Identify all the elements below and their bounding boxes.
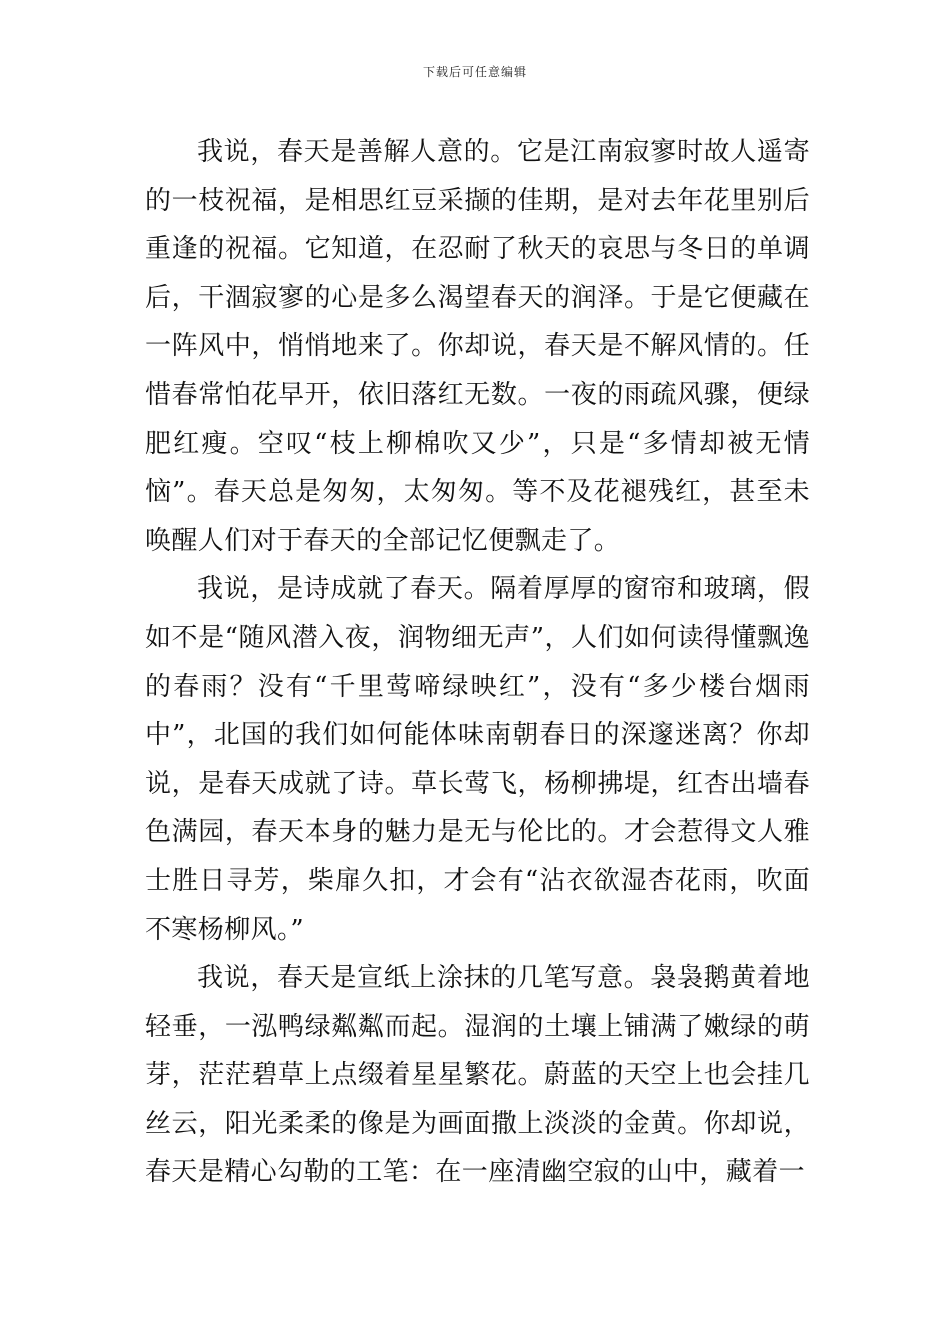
paragraph: 我说，春天是善解人意的。它是江南寂寥时故人遥寄的一枝祝福，是相思红豆采撷的佳期，是对去年花里别后重逢的祝福。它知道，在忍耐了秋天的哀思与冬日的单调后，干涸寂寥的心是多么渴望春天的润泽。于是它便藏在一阵风中，悄悄地来了。你却说，春天是不解风情的。任惜春常怕花早开，依旧落红无数。一夜的雨疏风骤，便绿肥红瘦。空叹“枝上柳棉吹又少”，只是“多情却被无情恼”。春天总是匆匆，太匆匆。等不及花褪残红，甚至未唤醒人们对于春天的全部记忆便飘走了。 [145,137,810,556]
page-header: 下载后可任意编辑 [422,65,527,79]
paragraph: 我说，春天是宣纸上涂抹的几笔写意。袅袅鹅黄着地轻垂，一泓鸭绿粼粼而起。湿润的土壤上铺满了嫩绿的萌芽，茫茫碧草上点缀着星星繁花。蔚蓝的天空上也会挂几丝云，阳光柔柔的像是为画面撒上淡淡的金黄。你却说，春天是精心勾勒的工笔：在一座清幽空寂的山中，藏着一 [145,963,810,1188]
document-body [145,128,810,1197]
paragraph: 我说，是诗成就了春天。隔着厚厚的窗帘和玻璃，假如不是“随风潜入夜，润物细无声”，人们如何读得懂飘逸的春雨？没有“千里莺啼绿映红”，没有“多少楼台烟雨中”，北国的我们如何能体味南朝春日的深邃迷离？你却说，是春天成就了诗。草长莺飞，杨柳拂堤，红杏出墙春色满园，春天本身的魅力是无与伦比的。才会惹得文人雅士胜日寻芳，柴扉久扣，才会有“沾衣欲湿杏花雨，吹面不寒杨柳风。” [145,574,810,945]
